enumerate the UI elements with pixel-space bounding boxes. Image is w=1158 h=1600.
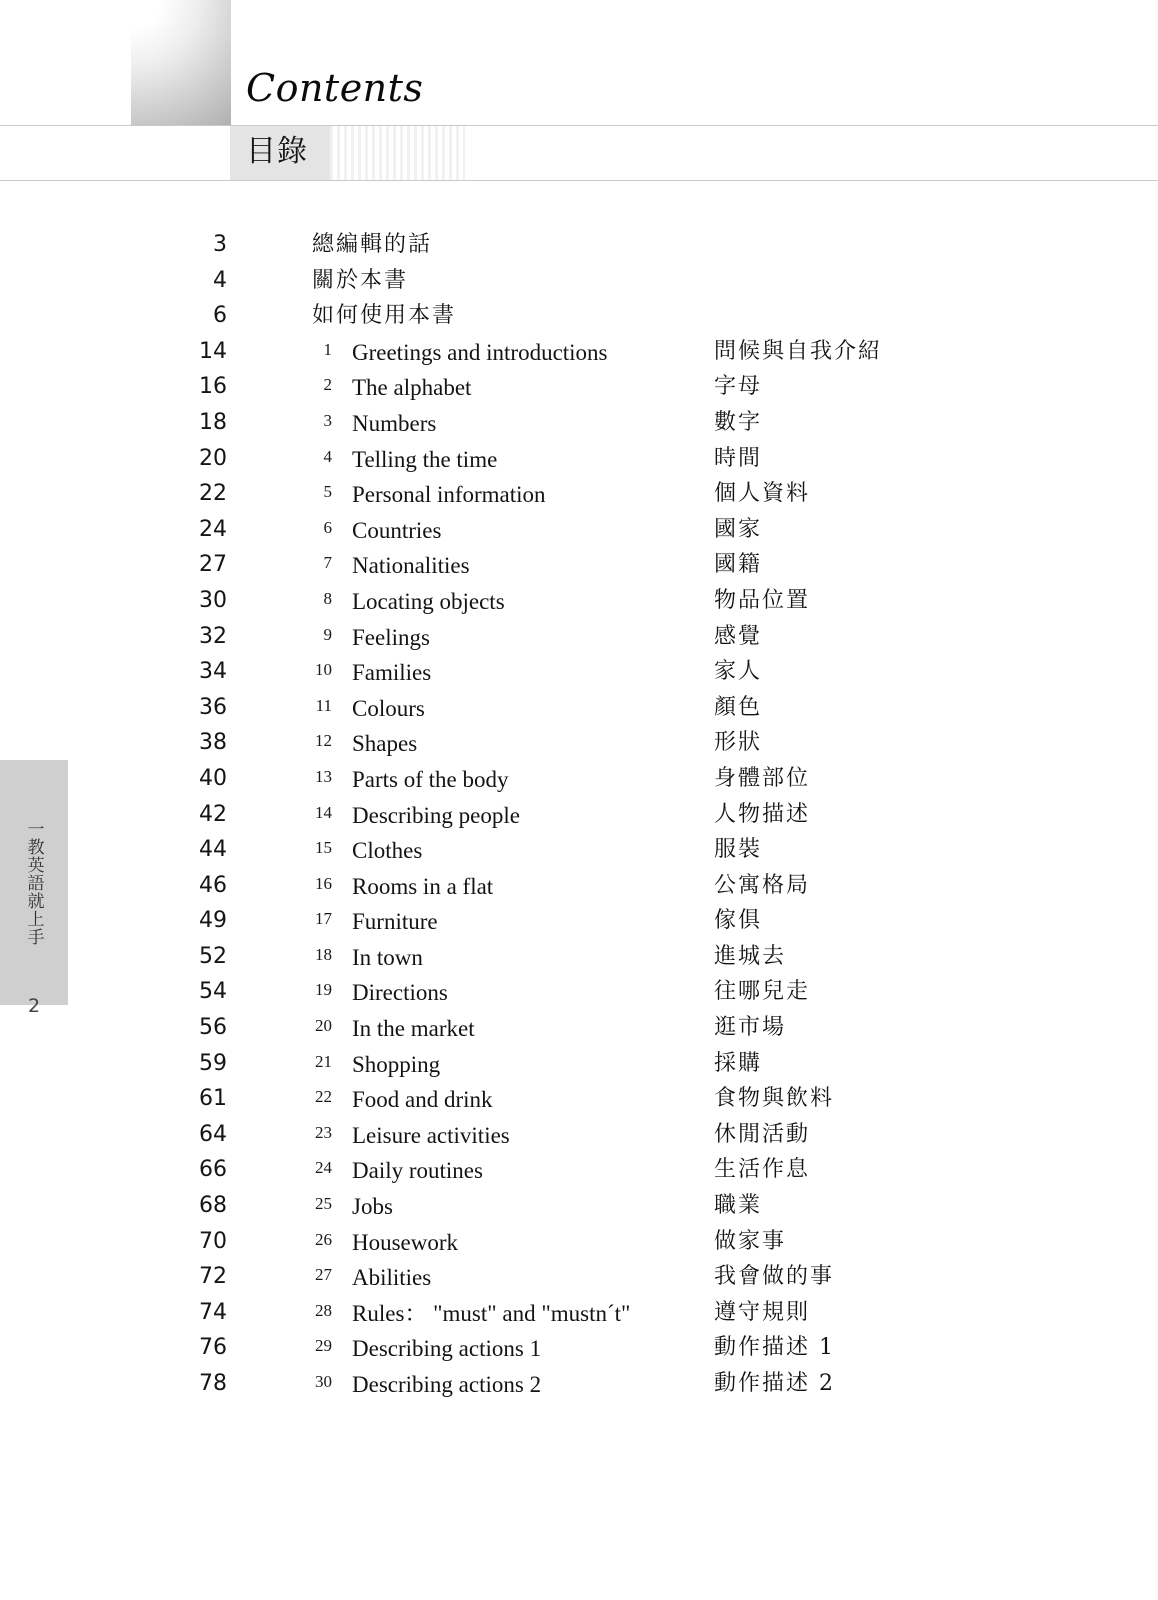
toc-unit-number: 10: [315, 660, 332, 680]
toc-unit-number: 18: [315, 944, 332, 964]
toc-page-number: 34: [199, 659, 227, 685]
toc-page-number: 24: [199, 516, 227, 542]
toc-unit-number: 20: [315, 1016, 332, 1036]
toc-unit-row[interactable]: [0, 516, 1158, 555]
toc-unit-row[interactable]: [0, 1121, 1158, 1160]
toc-title-en: Abilities: [352, 1265, 432, 1291]
toc-title-en: Telling the time: [352, 446, 498, 472]
toc-title-zh: 休閒活動: [714, 1121, 811, 1147]
toc-unit-row[interactable]: [0, 1337, 1158, 1373]
toc-unit-row[interactable]: [0, 1266, 1158, 1302]
toc-title-zh: 人物描述: [714, 801, 811, 827]
toc-unit-number: 29: [315, 1336, 332, 1356]
toc-title-zh: 關於本書: [312, 267, 409, 293]
toc-title-en: Personal information: [352, 482, 546, 508]
toc-unit-row[interactable]: [0, 1195, 1158, 1231]
toc-title-zh: 採購: [714, 1050, 763, 1076]
toc-title-en: Colours: [352, 695, 425, 721]
toc-unit-number: 9: [323, 624, 332, 644]
side-tab-label: 一教英語就上手: [23, 819, 44, 946]
toc-title-zh: 公寓格局: [714, 872, 811, 898]
toc-unit-row[interactable]: [0, 1373, 1158, 1409]
toc-unit-row[interactable]: [0, 1299, 1158, 1338]
toc-unit-row[interactable]: [0, 623, 1158, 662]
toc-unit-row[interactable]: [0, 839, 1158, 875]
toc-unit-row[interactable]: [0, 801, 1158, 840]
toc-title-en: Countries: [352, 517, 442, 543]
toc-unit-row[interactable]: [0, 943, 1158, 982]
toc-title-en: Parts of the body: [352, 766, 509, 792]
toc-title-zh: 如何使用本書: [312, 303, 457, 329]
toc-unit-number: 6: [323, 517, 332, 537]
toc-unit-row[interactable]: [0, 694, 1158, 733]
toc-unit-number: 14: [315, 802, 332, 822]
toc-unit-number: 5: [323, 482, 332, 502]
toc-title-zh: 逛市場: [714, 1015, 787, 1041]
toc-unit-number: 11: [315, 695, 332, 715]
page-title: Contents: [246, 66, 424, 110]
toc-page-number: 59: [199, 1050, 227, 1076]
toc-title-zh: 遵守規則: [714, 1299, 811, 1325]
toc-unit-number: 12: [315, 731, 332, 751]
toc-front-matter-row[interactable]: [0, 267, 1158, 306]
toc-front-matter-row[interactable]: [0, 234, 1158, 270]
toc-page-number: 14: [199, 338, 227, 364]
toc-title-en: Food and drink: [352, 1087, 493, 1113]
toc-title-en: Leisure activities: [352, 1122, 510, 1148]
toc-unit-number: 25: [315, 1194, 332, 1214]
toc-unit-number: 27: [315, 1265, 332, 1285]
toc-page-number: 42: [199, 801, 227, 827]
toc-unit-row[interactable]: [0, 338, 1158, 377]
toc-title-en: Directions: [352, 980, 448, 1006]
toc-unit-row[interactable]: [0, 981, 1158, 1017]
toc-title-en: Shapes: [352, 731, 418, 757]
table-of-contents: [0, 234, 1158, 1409]
toc-unit-row[interactable]: [0, 872, 1158, 911]
toc-unit-number: 26: [315, 1229, 332, 1249]
corner-gradient-block: [131, 0, 231, 125]
toc-title-en: Numbers: [352, 410, 437, 436]
toc-title-zh: 問候與自我介紹: [714, 338, 883, 364]
toc-unit-row[interactable]: [0, 732, 1158, 768]
toc-page-number: 56: [199, 1015, 227, 1041]
toc-page-number: 70: [199, 1228, 227, 1254]
toc-page-number: 36: [199, 694, 227, 720]
toc-title-en: Rooms in a flat: [352, 873, 494, 899]
toc-unit-row[interactable]: [0, 554, 1158, 590]
toc-title-zh: 感覺: [714, 623, 763, 649]
toc-page-number: 72: [199, 1264, 227, 1290]
toc-unit-number: 17: [315, 909, 332, 929]
toc-title-zh: 顏色: [714, 694, 763, 720]
toc-page-number: 52: [199, 943, 227, 969]
toc-page-number: 32: [199, 623, 227, 649]
toc-unit-row[interactable]: [0, 1159, 1158, 1195]
toc-title-zh: 動作描述 2: [714, 1371, 835, 1396]
toc-unit-row[interactable]: [0, 1017, 1158, 1053]
toc-unit-number: 23: [315, 1122, 332, 1142]
toc-title-zh: 進城去: [714, 943, 787, 969]
toc-page-number: 38: [199, 730, 227, 756]
page-folio-number: 2: [27, 995, 41, 1017]
toc-page-number: 46: [199, 872, 227, 898]
toc-unit-number: 22: [315, 1087, 332, 1107]
toc-unit-row[interactable]: [0, 587, 1158, 626]
toc-unit-row[interactable]: [0, 483, 1158, 519]
toc-title-zh: 做家事: [714, 1228, 787, 1254]
toc-page-number: 16: [199, 374, 227, 400]
toc-title-zh: 個人資料: [714, 481, 811, 507]
toc-page-number: 3: [213, 232, 227, 257]
toc-page-number: 44: [199, 837, 227, 863]
toc-title-en: Families: [352, 660, 432, 686]
toc-page-number: 76: [199, 1335, 227, 1361]
toc-title-en: Housework: [352, 1229, 459, 1255]
toc-title-zh: 字母: [714, 374, 763, 400]
toc-title-zh: 總編輯的話: [312, 232, 433, 257]
header-divider-bottom: [0, 180, 1158, 181]
toc-title-zh: 傢俱: [714, 908, 763, 934]
toc-page-number: 74: [199, 1299, 227, 1325]
toc-unit-number: 3: [323, 410, 332, 430]
toc-unit-number: 4: [323, 446, 332, 466]
toc-title-zh: 物品位置: [714, 587, 811, 613]
page-subtitle: 目錄: [246, 134, 308, 169]
toc-unit-row[interactable]: [0, 409, 1158, 448]
toc-unit-row[interactable]: [0, 910, 1158, 946]
toc-page-number: 64: [199, 1121, 227, 1147]
toc-title-en: Feelings: [352, 624, 430, 650]
toc-title-zh: 往哪兒走: [714, 979, 811, 1005]
toc-unit-number: 28: [315, 1300, 332, 1320]
toc-unit-row[interactable]: [0, 376, 1158, 412]
toc-title-en: Describing actions 1: [352, 1336, 542, 1362]
toc-unit-row[interactable]: [0, 661, 1158, 697]
toc-page-number: 61: [199, 1086, 227, 1112]
toc-title-en: Greetings and introductions: [352, 339, 608, 365]
toc-page-number: 54: [199, 979, 227, 1005]
toc-title-en: Jobs: [352, 1194, 393, 1220]
toc-unit-number: 1: [323, 339, 332, 359]
header-divider-top: [0, 125, 1158, 126]
toc-page-number: 20: [199, 445, 227, 471]
toc-unit-number: 16: [315, 873, 332, 893]
toc-page-number: 68: [199, 1193, 227, 1219]
toc-title-zh: 國籍: [714, 552, 763, 578]
toc-unit-number: 13: [315, 766, 332, 786]
toc-page-number: 18: [199, 409, 227, 435]
toc-title-zh: 動作描述 1: [714, 1335, 835, 1361]
toc-title-zh: 家人: [714, 659, 763, 685]
subtitle-stripe-pattern: [330, 126, 465, 180]
toc-title-zh: 服裝: [714, 837, 763, 863]
toc-title-zh: 食物與飲料: [714, 1086, 835, 1112]
toc-front-matter-row[interactable]: [0, 305, 1158, 341]
toc-title-en: Daily routines: [352, 1158, 483, 1184]
toc-page-number: 66: [199, 1157, 227, 1183]
toc-page-number: 6: [213, 303, 227, 329]
toc-unit-row[interactable]: [0, 1088, 1158, 1124]
toc-title-en: Furniture: [352, 909, 438, 935]
toc-unit-row[interactable]: [0, 1050, 1158, 1089]
toc-title-zh: 生活作息: [714, 1157, 811, 1183]
toc-unit-number: 8: [323, 588, 332, 608]
toc-unit-number: 30: [315, 1372, 332, 1391]
toc-title-en: Locating objects: [352, 588, 505, 614]
toc-title-en: Describing people: [352, 802, 520, 828]
toc-title-en: The alphabet: [352, 375, 472, 401]
toc-unit-number: 19: [315, 980, 332, 1000]
toc-page-number: 40: [199, 765, 227, 791]
toc-page-number: 22: [199, 481, 227, 507]
toc-unit-number: 2: [323, 375, 332, 395]
toc-page-number: 4: [213, 267, 227, 293]
toc-page-number: 49: [199, 908, 227, 934]
toc-unit-number: 24: [315, 1158, 332, 1178]
toc-title-zh: 國家: [714, 516, 763, 542]
toc-title-zh: 形狀: [714, 730, 763, 756]
toc-unit-number: 15: [315, 838, 332, 858]
toc-title-zh: 時間: [714, 445, 763, 471]
toc-unit-number: 21: [315, 1051, 332, 1071]
toc-title-zh: 數字: [714, 409, 763, 435]
toc-page-number: 30: [199, 587, 227, 613]
toc-title-en: Shopping: [352, 1051, 441, 1077]
toc-unit-row[interactable]: [0, 765, 1158, 804]
toc-unit-row[interactable]: [0, 445, 1158, 484]
toc-title-en: In town: [352, 944, 423, 970]
toc-unit-number: 7: [323, 553, 332, 573]
toc-unit-row[interactable]: [0, 1228, 1158, 1267]
toc-title-en: In the market: [352, 1016, 475, 1042]
toc-title-zh: 職業: [714, 1193, 763, 1219]
toc-title-zh: 身體部位: [714, 765, 811, 791]
toc-title-en: Clothes: [352, 838, 423, 864]
toc-title-zh: 我會做的事: [714, 1264, 835, 1290]
toc-title-en: Nationalities: [352, 553, 470, 579]
toc-page-number: 27: [199, 552, 227, 578]
toc-page-number: 78: [199, 1371, 227, 1396]
toc-title-en: Rules： "must" and "mustn´t": [352, 1300, 631, 1326]
toc-title-en: Describing actions 2: [352, 1372, 542, 1397]
